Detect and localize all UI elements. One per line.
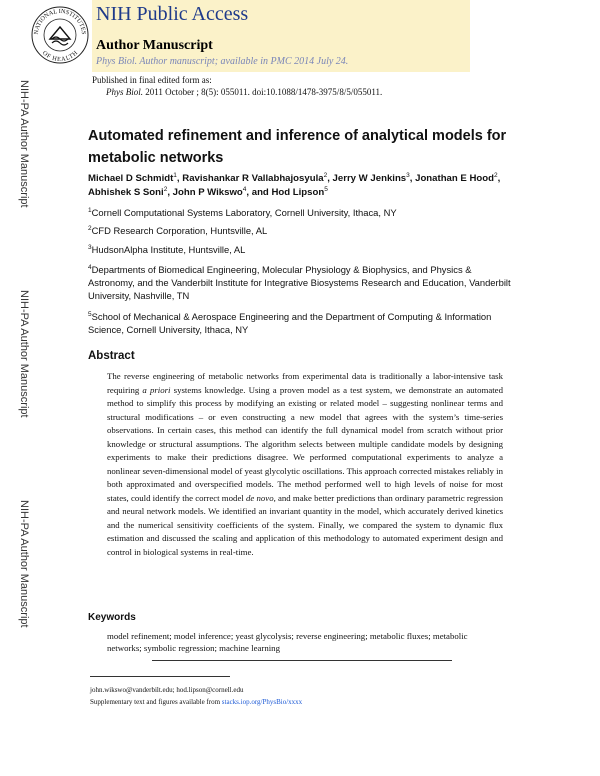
article-title: Automated refinement and inference of analytical models for metabolic networks	[88, 128, 507, 166]
affiliation-4	[88, 263, 516, 302]
affiliation-number: 3	[88, 243, 92, 251]
abstract-heading: Abstract	[88, 350, 135, 362]
abstract-italic-phrase: de novo	[246, 492, 274, 503]
author-separator: ,	[176, 173, 183, 184]
author-affiliation-marker: 5	[324, 185, 328, 193]
abstract-text: systems knowledge. Using a proven model as a test system, we demonstrate an automated method to simplify this process by modifying an existing or related model – suggesting nonlinear terms and structural modifications – or even constructing a new model that agrees with the system’s time-series observations. In certain cases, this method can identify the full dynamical model from scratch without prior knowledge or structural assumptions. The algorithm selects between multiple candidate models by designing experiments to make their predictions disagree. We performed computational experiments to analyze a nonlinear seven-dimensional model of yeast glycolytic oscillations. This approach corrected mistakes reliably in both approximated and overspecified models. The method performed well to high levels of noise for most states, could identify the correct model	[107, 384, 503, 503]
footnote-emails: john.wikswo@vanderbilt.edu; hod.lipson@cornell.edu	[90, 686, 244, 694]
banner-subtitle: Author Manuscript	[96, 38, 213, 53]
supplementary-link[interactable]: stacks.iop.org/PhysBio/xxxx	[221, 698, 303, 706]
center-divider	[152, 660, 452, 661]
svg-text:NATIONAL INSTITUTES	[33, 8, 87, 35]
affiliation-text: School of Mechanical & Aerospace Engineering and the Department of Computing & Information Science, Cornell University, Ithaca, NY	[88, 311, 492, 335]
footnote-divider	[90, 676, 230, 677]
author-separator: ,	[327, 173, 333, 184]
author-affiliation-marker: 4	[242, 185, 247, 193]
affiliation-5	[88, 310, 516, 336]
nih-banner	[92, 0, 470, 72]
author-affiliation-marker: 2	[494, 171, 498, 179]
side-label-nih-pa-2: NIH-PA Author Manuscript	[18, 290, 30, 418]
author-name: Abhishek S Soni	[88, 187, 164, 198]
affiliation-text: Cornell Computational Systems Laboratory, Cornell University, Ithaca, NY	[91, 207, 397, 218]
author-separator: ,	[167, 187, 173, 198]
author-list	[88, 172, 506, 200]
citation-journal: Phys Biol.	[106, 87, 143, 97]
affiliation-1	[88, 206, 516, 219]
author-name: John P Wikswo	[172, 187, 243, 198]
affiliation-text: CFD Research Corporation, Huntsville, AL	[91, 225, 268, 236]
affiliation-3	[88, 243, 516, 256]
footnote-supplementary	[90, 698, 302, 707]
keywords-list: model refinement; model inference; yeast glycolysis; reverse engineering; metabolic fluxes; metabolic networks; symbolic regression; machine learning	[107, 631, 468, 653]
author-separator: ,	[409, 173, 416, 184]
citation-details: 2011 October ; 8(5): 055011. doi:10.1088/1478-3975/8/5/055011.	[143, 87, 383, 97]
author-separator: ,	[497, 173, 501, 184]
banner-title: NIH Public Access	[96, 3, 249, 25]
published-label: Published in final edited form as:	[92, 75, 212, 85]
author-name: Jerry W Jenkins	[332, 173, 407, 184]
logo-ring-top-text: NATIONAL INSTITUTES	[32, 7, 88, 35]
citation-line	[106, 87, 382, 98]
affiliation-text: HudsonAlpha Institute, Huntsville, AL	[91, 244, 246, 255]
banner-journal-line: Phys Biol. Author manuscript; available in PMC 2014 July 24.	[96, 56, 349, 67]
abstract-text: , and make better predictions than ordinary parametric regression and neural network models. We identified an invariant quantity in the model, which accurately derived kinetics and the numerical sensitivity coefficients of the system. Finally, we compared the system to dynamic flux estimation and discussed the scaling and application of this methodology to automated experiment design and control in biological systems in real-time.	[107, 492, 503, 557]
affiliation-number: 5	[88, 310, 92, 318]
side-label-nih-pa-3: NIH-PA Author Manuscript	[18, 500, 30, 628]
author-affiliation-marker: 2	[163, 185, 168, 193]
side-label-nih-pa-1: NIH-PA Author Manuscript	[18, 80, 30, 208]
supplementary-text: Supplementary text and figures available from	[90, 698, 222, 706]
author-name: Hod Lipson	[271, 187, 325, 198]
abstract-body	[107, 370, 503, 559]
abstract-italic-phrase: a priori	[142, 384, 171, 395]
author-affiliation-marker: 2	[323, 171, 328, 179]
author-name: Jonathan E Hood	[415, 173, 494, 184]
author-affiliation-marker: 1	[173, 171, 177, 179]
author-separator: , and	[246, 187, 272, 198]
keywords-heading: Keywords	[88, 612, 136, 623]
author-affiliation-marker: 3	[406, 171, 410, 179]
author-name: Ravishankar R Vallabhajosyula	[182, 173, 324, 184]
affiliation-2	[88, 224, 516, 237]
logo-ring-bottom-text: OF HEALTH	[40, 49, 80, 64]
affiliation-text: Departments of Biomedical Engineering, Molecular Physiology & Biophysics, and Physics & Astronomy, and the Vanderbilt Institute for Integrative Biosystems Research and Education, Vanderbilt University, Nashville, TN	[88, 264, 511, 301]
affiliation-number: 4	[88, 263, 92, 271]
abstract-text: The reverse engineering of metabolic networks from experimental data is traditionally a labor-intensive task requiring	[107, 371, 503, 395]
affiliation-number: 2	[88, 224, 92, 232]
author-name: Michael D Schmidt	[88, 173, 174, 184]
affiliation-number: 1	[88, 206, 92, 214]
nih-logo	[30, 5, 90, 65]
